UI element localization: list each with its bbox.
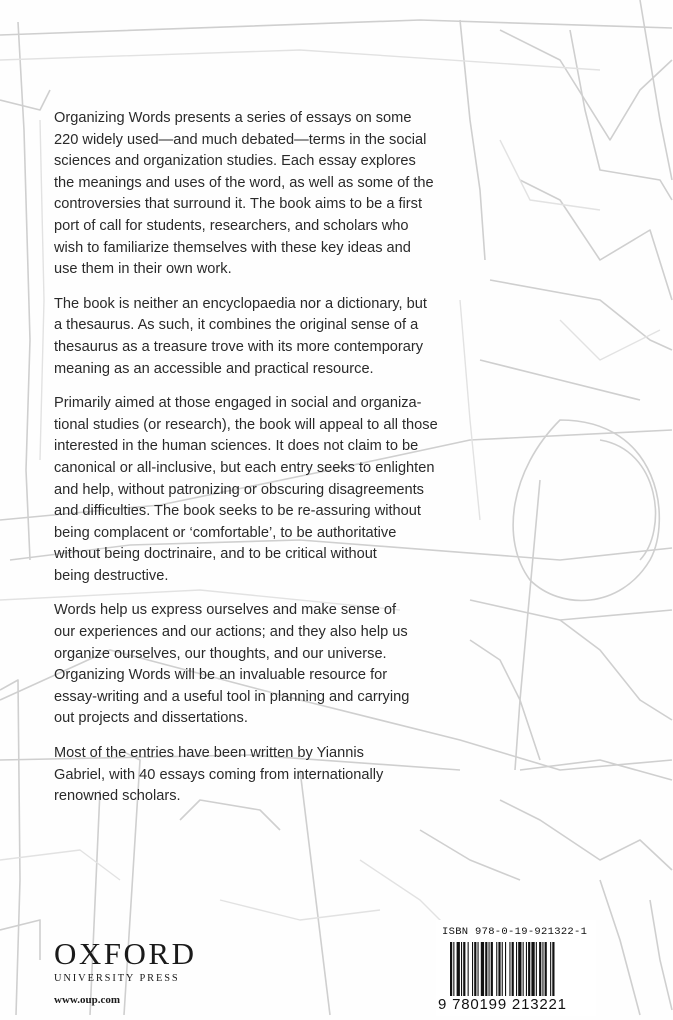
barcode-bar bbox=[450, 942, 452, 996]
publisher-url: www.oup.com bbox=[54, 994, 121, 1006]
barcode-bar bbox=[542, 942, 543, 996]
barcode-bar bbox=[509, 942, 510, 996]
blurb-paragraph-5: Most of the entries have been written by Yiannis Gabriel, with 40 essays coming from internationally renowned scholars. bbox=[54, 745, 384, 805]
cover-blurb bbox=[54, 108, 454, 821]
blurb-paragraph-1: Organizing Words presents a series of essays on some 220 widely used—and much debated—terms in the social sciences and organization studies. Each essay explores the meanings and uses of the word, as well as some of the controversies that surround it. The book aims to be a first port of call for students, researchers, and scholars who wish to familiarize themselves with these key ideas and use them in their own work. bbox=[54, 110, 434, 278]
barcode-bar bbox=[496, 942, 497, 996]
barcode-bar bbox=[550, 942, 551, 996]
barcode-bar bbox=[498, 942, 500, 996]
barcode-bar bbox=[463, 942, 465, 996]
barcode-bar bbox=[502, 942, 503, 996]
barcode-bar bbox=[512, 942, 514, 996]
blurb-paragraph-3: Primarily aimed at those engaged in social and organiza- tional studies (or research), the book will appeal to all those interested in the human sciences. It does not claim to be canonical or all-inclusive, but each entry seeks to enlighten and help, without patronizing or obscuring disagreements and difficulties. The book seeks to be re-assuring without being complacent or ‘comfortable’, to be authoritative without being doctrinaire, and to be critical without being destructive. bbox=[54, 395, 438, 584]
blurb-paragraph-2: The book is neither an encyclopaedia nor a dictionary, but a thesaurus. As such, it combines the original sense of a thesaurus as a treasure trove with its more contemporary meaning as an accessible and practical resource. bbox=[54, 295, 427, 377]
barcode-bar bbox=[472, 942, 473, 996]
barcode-bar bbox=[531, 942, 534, 996]
barcode-bar bbox=[518, 942, 521, 996]
barcode bbox=[450, 942, 588, 996]
isbn-barcode-block bbox=[436, 920, 596, 1016]
barcode-bar bbox=[505, 942, 506, 996]
barcode-bar bbox=[516, 942, 517, 996]
barcode-bar bbox=[526, 942, 527, 996]
blurb-paragraph-4: Words help us express ourselves and make sense of our experiences and our actions; and they also help us organize ourselves, our thoughts, and our universe. Organizing Words will be an invaluable resource for essay-writing and a useful tool in planning and carrying out projects and dissertations. bbox=[54, 602, 410, 727]
barcode-bar bbox=[536, 942, 537, 996]
barcode-bar bbox=[491, 942, 493, 996]
barcode-bar bbox=[485, 942, 487, 996]
barcode-bar bbox=[489, 942, 490, 996]
barcode-bar bbox=[552, 942, 554, 996]
isbn-digits: 9 780199 213221 bbox=[438, 996, 567, 1013]
barcode-bar bbox=[474, 942, 476, 996]
barcode-bar bbox=[478, 942, 479, 996]
barcode-bar bbox=[539, 942, 541, 996]
barcode-bar bbox=[481, 942, 484, 996]
barcode-bar bbox=[461, 942, 462, 996]
isbn-label: ISBN 978-0-19-921322-1 bbox=[442, 926, 588, 938]
barcode-bar bbox=[528, 942, 530, 996]
barcode-bar bbox=[545, 942, 547, 996]
publisher-name: OXFORD bbox=[54, 936, 197, 971]
barcode-bar bbox=[453, 942, 454, 996]
barcode-bar bbox=[457, 942, 460, 996]
barcode-bar bbox=[523, 942, 524, 996]
publisher-subtitle: UNIVERSITY PRESS bbox=[54, 973, 180, 984]
publisher-logo bbox=[54, 938, 204, 984]
barcode-bar bbox=[468, 942, 469, 996]
